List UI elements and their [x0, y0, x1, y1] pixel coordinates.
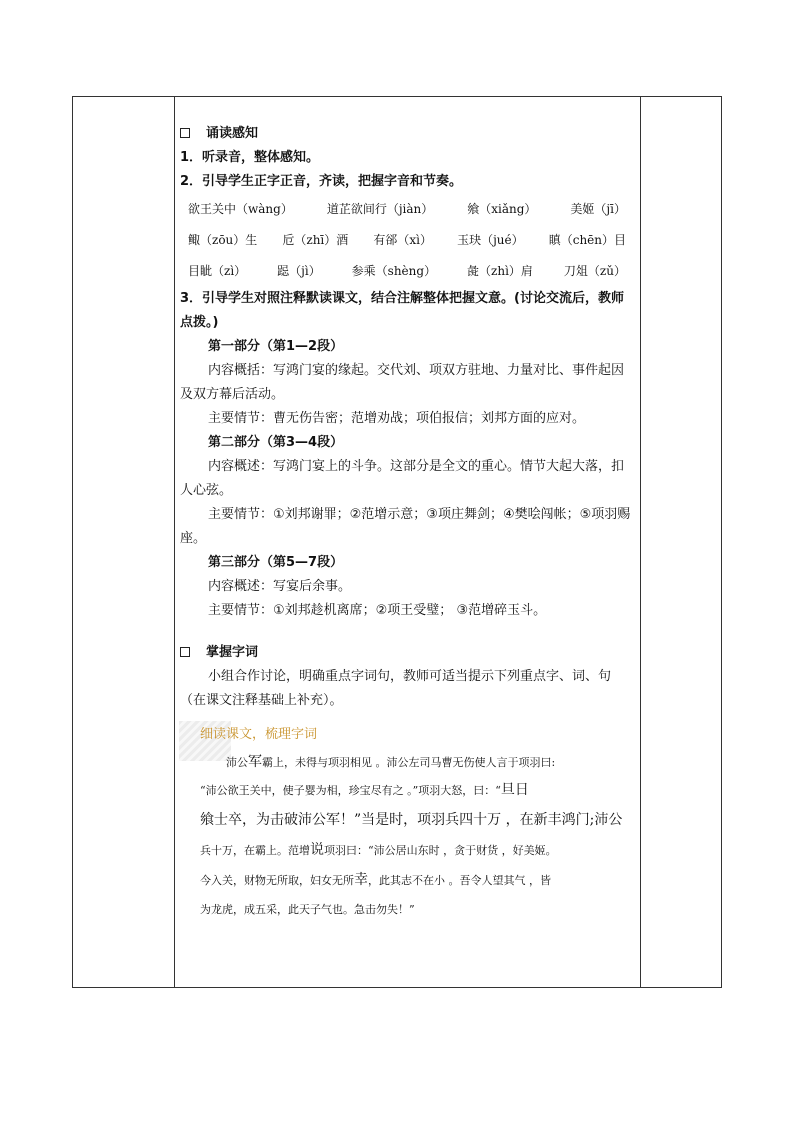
excerpt-line-3: 飨士卒，为击破沛公军！”当是时，项羽兵四十万 ，在新丰鸿门;沛公 [200, 812, 623, 828]
excerpt-line-6: 为龙虎，成五采，此天子气也。急击勿失！” [200, 903, 415, 916]
part-1-heading: 第一部分（第1—2段） [208, 339, 344, 354]
checkbox-icon [180, 128, 190, 138]
excerpt-title: 细读课文，梳理字词 [200, 727, 318, 742]
excerpt-line-4: 兵十万，在霸上。范增说项羽曰：“沛公居山东时 ，贪于财货 ，好美姬。 [200, 842, 557, 858]
part-1-plot: 主要情节：曹无伤告密；范增劝战；项伯报信；刘邦方面的应对。 [208, 411, 586, 426]
part-3-heading: 第三部分（第5—7段） [208, 555, 344, 570]
part-2-summary: 内容概述：写鸿门宴上的斗争。这部分是全文的重心。情节大起大落，扣人心弦。 [180, 459, 625, 498]
pinyin-row-3: 目眦（zì） 跽（jì） 参乘（shèng） 彘（zhì）肩 刀俎（zǔ） [188, 264, 626, 278]
pinyin-row-2: 鲰（zōu）生 卮（zhī）酒 有郤（xì） 玉玦（jué） 瞋（chēn）目 [188, 233, 626, 247]
checkbox-icon [180, 647, 190, 657]
section-vocab-heading: 掌握字词 [180, 641, 636, 665]
part-3-summary: 内容概述：写宴后余事。 [208, 579, 352, 594]
right-column-divider [640, 97, 641, 987]
pinyin-row-1: 欲王关中（wàng） 道芷欲间行（jiàn） 飨（xiǎng） 美姬（jī） [188, 202, 626, 216]
part-2-plot: 主要情节：①刘邦谢罪；②范增示意；③项庄舞剑；④樊哙闯帐；⑤项羽赐座。 [180, 507, 631, 546]
spacer [180, 623, 636, 641]
excerpt-line-2: “沛公欲王关中，使子婴为相，珍宝尽有之 。”项羽大怒，曰：“旦日 [200, 782, 529, 798]
part-3-plot: 主要情节：①刘邦趁机离席；②项王受璧； ③范增碎玉斗。 [208, 603, 547, 618]
section-reading-heading: 诵读感知 [180, 122, 636, 146]
lesson-content [180, 122, 636, 925]
vocab-intro: 小组合作讨论，明确重点字词句，教师可适当提示下列重点字、词、句（在课文注释基础上补充）。 [180, 669, 612, 708]
excerpt-line-5: 今入关，财物无所取，妇女无所幸，此其志不在小 。吾令人望其气 ，皆 [200, 872, 551, 888]
excerpt-line-1: 沛公军霸上，未得与项羽相见 。沛公左司马曹无伤使人言于项羽曰: [226, 754, 556, 770]
step-2: 2．引导学生正字正音，齐读，把握字音和节奏。 [180, 174, 463, 189]
part-2-heading: 第二部分（第3—4段） [208, 435, 344, 450]
text-excerpt-image [180, 721, 636, 925]
step-3: 3．引导学生对照注释默读课文，结合注解整体把握文意。(讨论交流后，教师点拨。) [180, 291, 624, 330]
step-1: 1．听录音，整体感知。 [180, 150, 320, 165]
left-column-divider [174, 97, 175, 987]
part-1-summary: 内容概括：写鸿门宴的缘起。交代刘、项双方驻地、力量对比、事件起因及双方幕后活动。 [180, 363, 625, 402]
